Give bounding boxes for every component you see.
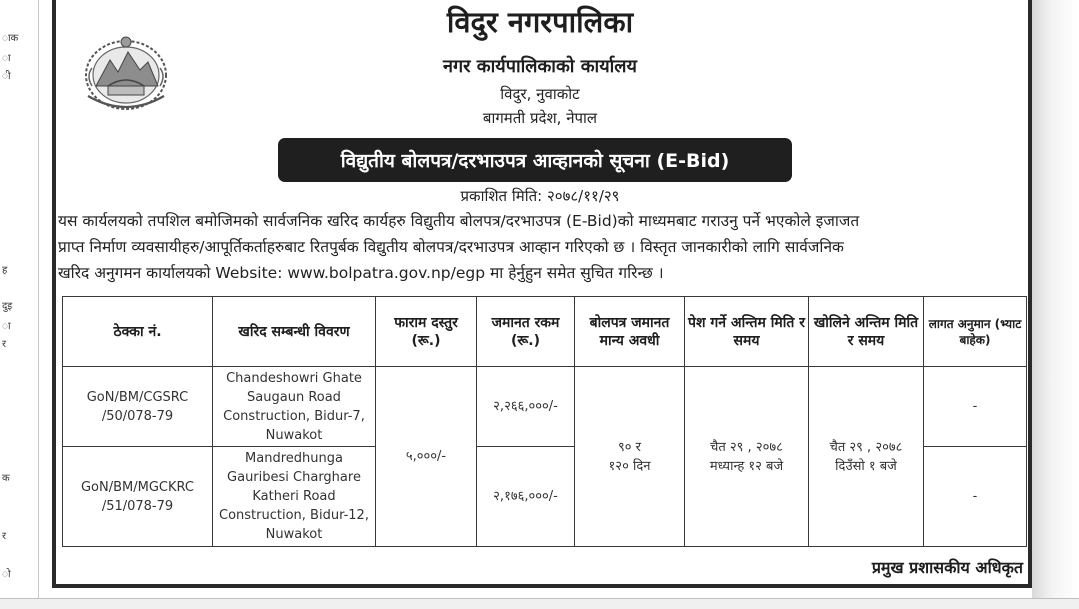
notice-body (58, 208, 1028, 286)
header-opening: खोलिने अन्तिम मिति र समय (809, 297, 924, 367)
header-contract-no: ठेक्का नं. (63, 297, 213, 367)
fragment-text: ा (2, 53, 11, 64)
bid-security-cell: २,१७६,०००/- (477, 447, 575, 547)
submission-time: मध्यान्ह १२ बजे (709, 458, 784, 474)
column-divider (38, 0, 39, 600)
validity-cell (575, 367, 685, 547)
fragment-text: र (2, 339, 7, 350)
published-date: प्रकाशित मिति: २०७८/११/२९ (460, 187, 620, 205)
fragment-text: ो (2, 569, 11, 580)
fragment-text: क (2, 473, 10, 484)
submission-date: चैत २९ , २०७८ (710, 439, 783, 455)
adjacent-column-fragment (0, 0, 38, 608)
body-line: यस कार्यलयको तपशिल बमोजिमको सार्वजनिक खरिद कार्यहरु विद्युतीय बोलपत्र/दरभाउपत्र (E-Bid)को माध्यमबाट गराउनु पर्ने भएकोले इजाजत (58, 212, 860, 230)
cost-estimate-cell: - (924, 367, 1027, 447)
page-edge-shadow (1032, 0, 1079, 608)
page-bottom-edge (0, 598, 1079, 609)
header-description: खरिद सम्बन्धी विवरण (213, 297, 376, 367)
fragment-text: ह (2, 265, 8, 276)
description-cell: Mandredhunga Gauribesi Charghare Katheri Road Construction, Bidur-12, Nuwakot (213, 447, 376, 547)
table-header-row (63, 297, 1027, 367)
header-submission-deadline: पेश गर्ने अन्तिम मिति र समय (685, 297, 809, 367)
signatory-title: प्रमुख प्रशासकीय अधिकृत (871, 558, 1023, 577)
fragment-text: र (2, 531, 7, 542)
municipality-title: विदुर नगरपालिका (446, 5, 634, 39)
province-line: बागमती प्रदेश, नेपाल (482, 109, 598, 127)
bid-table (62, 296, 1027, 547)
table-row (63, 367, 1027, 447)
fragment-text: ी (2, 71, 11, 82)
contract-no-cell: GoN/BM/MGCKRC /51/078-79 (63, 447, 213, 547)
contract-no-cell: GoN/BM/CGSRC /50/078-79 (63, 367, 213, 447)
opening-time: दिउँसो १ बजे (835, 458, 897, 474)
header-bid-security: जमानत रकम (रू.) (477, 297, 575, 367)
fragment-text: ाक (2, 33, 19, 44)
body-line: खरिद अनुगमन कार्यालयको Website: www.bolpatra.gov.np/egp मा हेर्नुहुन समेत सुचित गरिन्छ । (58, 264, 664, 282)
opening-date: चैत २९ , २०७८ (829, 439, 903, 455)
bid-security-cell: २,२६६,०००/- (477, 367, 575, 447)
address-line: विदुर, नुवाकोट (500, 85, 580, 103)
header-form-fee: फाराम दस्तुर (रू.) (376, 297, 477, 367)
form-fee-cell: ५,०००/- (376, 367, 477, 547)
description-cell: Chandeshowri Ghate Saugaun Road Construction, Bidur-7, Nuwakot (213, 367, 376, 447)
notice-banner (278, 138, 792, 182)
fragment-text: दुइ (2, 301, 13, 312)
opening-cell (809, 367, 924, 547)
submission-cell (685, 367, 809, 547)
body-line: प्राप्त निर्माण व्यवसायीहरु/आपूर्तिकर्ताहरुबाट रितपुर्बक विद्युतीय बोलपत्र/दरभाउपत्र आव्हान गरिएको छ । विस्तृत जानकारीको लागि सार्वजनिक (58, 238, 844, 256)
validity-line: ९० र (618, 439, 641, 455)
fragment-text: ा (2, 321, 11, 332)
validity-line: १२० दिन (608, 458, 651, 474)
header-validity: बोलपत्र जमानत मान्य अवधी (575, 297, 685, 367)
office-name: नगर कार्यपालिकाको कार्यालय (443, 56, 637, 77)
header-cost-estimate: लागत अनुमान (भ्याट बाहेक) (924, 297, 1027, 367)
cost-estimate-cell: - (924, 447, 1027, 547)
notice-banner-text: विद्युतीय बोलपत्र/दरभाउपत्र आव्हानको सूचना (E-Bid) (340, 150, 730, 172)
